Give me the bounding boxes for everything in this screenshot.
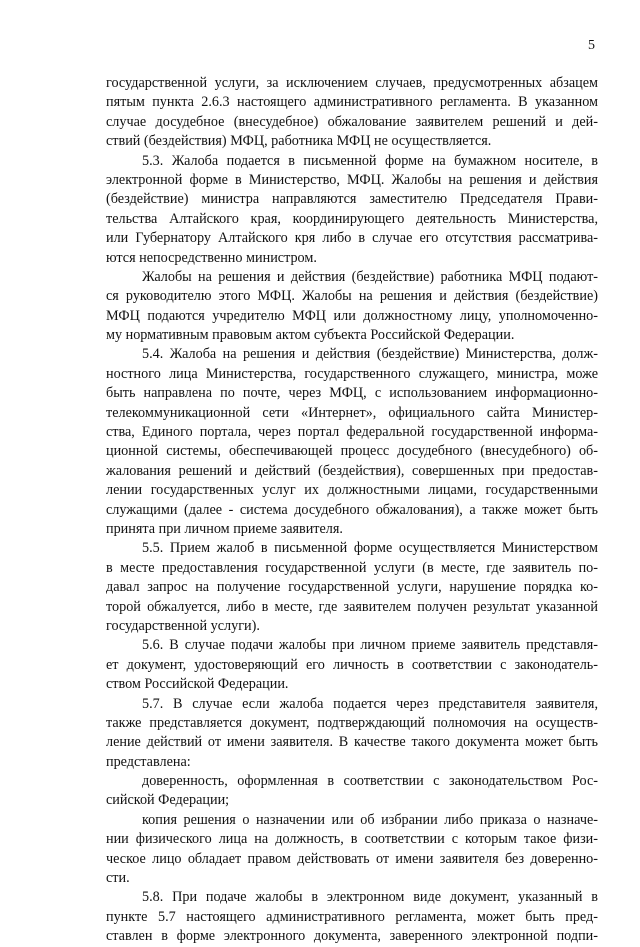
text-line: ставлен в форме электронного документа, заверенного электронной подпи- xyxy=(106,928,598,945)
text-line: государственной услуги). xyxy=(106,617,260,634)
paragraph xyxy=(106,268,598,346)
text-line: принята при личном приеме заявителя. xyxy=(106,520,343,537)
text-line: представлена: xyxy=(106,753,191,770)
paragraph xyxy=(106,636,598,694)
text-line: ческое лицо обладает правом действовать от имени заявителя без доверенно- xyxy=(106,850,598,867)
text-line: му нормативным правовым актом субъекта Российской Федерации. xyxy=(106,327,515,344)
text-line: 5.4. Жалоба на решения и действия (бездействие) Министерства, долж- xyxy=(142,346,598,363)
text-line: ством Российской Федерации. xyxy=(106,676,289,693)
text-line: давал запрос на получение государственной услуги, нарушение порядка ко- xyxy=(106,579,598,596)
text-line: торой обжалуется, либо в месте, где заявителем получен результат указанной xyxy=(106,598,598,615)
text-line: 5.7. В случае если жалоба подается через представителя заявителя, xyxy=(142,695,598,712)
text-line: копия решения о назначении или об избрании либо приказа о назначе- xyxy=(142,811,598,828)
paragraph xyxy=(106,811,598,889)
document-body xyxy=(106,74,598,947)
text-line: сти. xyxy=(106,870,130,887)
text-line: государственной услуги, за исключением случаев, предусмотренных абзацем xyxy=(106,75,598,91)
paragraph xyxy=(106,695,598,773)
text-line: ются непосредственно министром. xyxy=(106,249,317,266)
text-line: ства, Единого портала, через портал федеральной государственной информа- xyxy=(106,424,598,441)
text-line: пятым пункта 2.6.3 настоящего административного регламента. В указанном xyxy=(106,94,598,111)
text-line: ционной системы, обеспечивающей процесс досудебного (внесудебного) об- xyxy=(106,443,598,460)
paragraph xyxy=(106,74,598,152)
text-line: МФЦ подаются учредителю МФЦ или должностному лицу, уполномоченно- xyxy=(106,307,598,324)
text-line: 5.5. Прием жалоб в письменной форме осуществляется Министерством xyxy=(142,540,598,557)
text-line: или Губернатору Алтайского кря либо в случае его отсутствия рассматрива- xyxy=(106,230,598,247)
page-number: 5 xyxy=(588,38,595,53)
text-line: ление действий от имени заявителя. В качестве такого документа может быть xyxy=(106,734,598,751)
text-line: также представляется документ, подтверждающий полномочия на осуществ- xyxy=(106,714,598,731)
text-line: сийской Федерации; xyxy=(106,792,230,809)
text-line: тельства Алтайского края, координирующего деятельность Министерства, xyxy=(106,210,598,227)
text-line: ностного лица Министерства, государственного служащего, министра, може xyxy=(106,365,598,382)
text-line: пункте 5.7 настоящего административного регламента, может быть пред- xyxy=(106,908,598,925)
text-line: 5.6. В случае подачи жалобы при личном приеме заявитель представля- xyxy=(142,637,598,654)
text-line: нии физического лица на должность, в соответствии с которым такое физи- xyxy=(106,831,598,848)
text-line: (бездействие) министра направляются заместителю Председателя Прави- xyxy=(106,191,598,208)
text-line: жалования решений и действий (бездействия), совершенных при предостав- xyxy=(106,462,598,479)
text-line: телекоммуникационной сети «Интернет», официального сайта Министер- xyxy=(106,404,598,421)
paragraph xyxy=(106,152,598,268)
paragraph xyxy=(106,539,598,636)
text-line: ся руководителю этого МФЦ. Жалобы на решения и действия (бездействие) xyxy=(106,288,598,305)
paragraph xyxy=(106,772,598,811)
text-line: ет документ, удостоверяющий его личность в соответствии с законодатель- xyxy=(106,656,598,673)
text-line: служащими (далее - система досудебного обжалования), а также может быть xyxy=(106,501,598,518)
text-line: в месте предоставления государственной услуги (в месте, где заявитель по- xyxy=(106,559,598,576)
text-line: электронной форме в Министерство, МФЦ. Жалобы на решения и действия xyxy=(106,171,598,188)
text-line: 5.8. При подаче жалобы в электронном виде документ, указанный в xyxy=(142,889,598,906)
text-line: случае досудебное (внесудебное) обжалование заявителем решений и дей- xyxy=(106,113,598,130)
text-line: доверенность, оформленная в соответствии с законодательством Рос- xyxy=(142,773,598,790)
text-line: лении государственных услуг их должностными лицами, государственными xyxy=(106,482,598,499)
text-line: Жалобы на решения и действия (бездействие) работника МФЦ подают- xyxy=(142,268,598,285)
paragraph xyxy=(106,888,598,946)
text-line: ствий (бездействия) МФЦ, работника МФЦ не осуществляется. xyxy=(106,133,492,150)
paragraph xyxy=(106,345,598,539)
text-line: 5.3. Жалоба подается в письменной форме на бумажном носителе, в xyxy=(142,152,598,169)
text-line: быть направлена по почте, через МФЦ, с использованием информационно- xyxy=(106,385,598,402)
